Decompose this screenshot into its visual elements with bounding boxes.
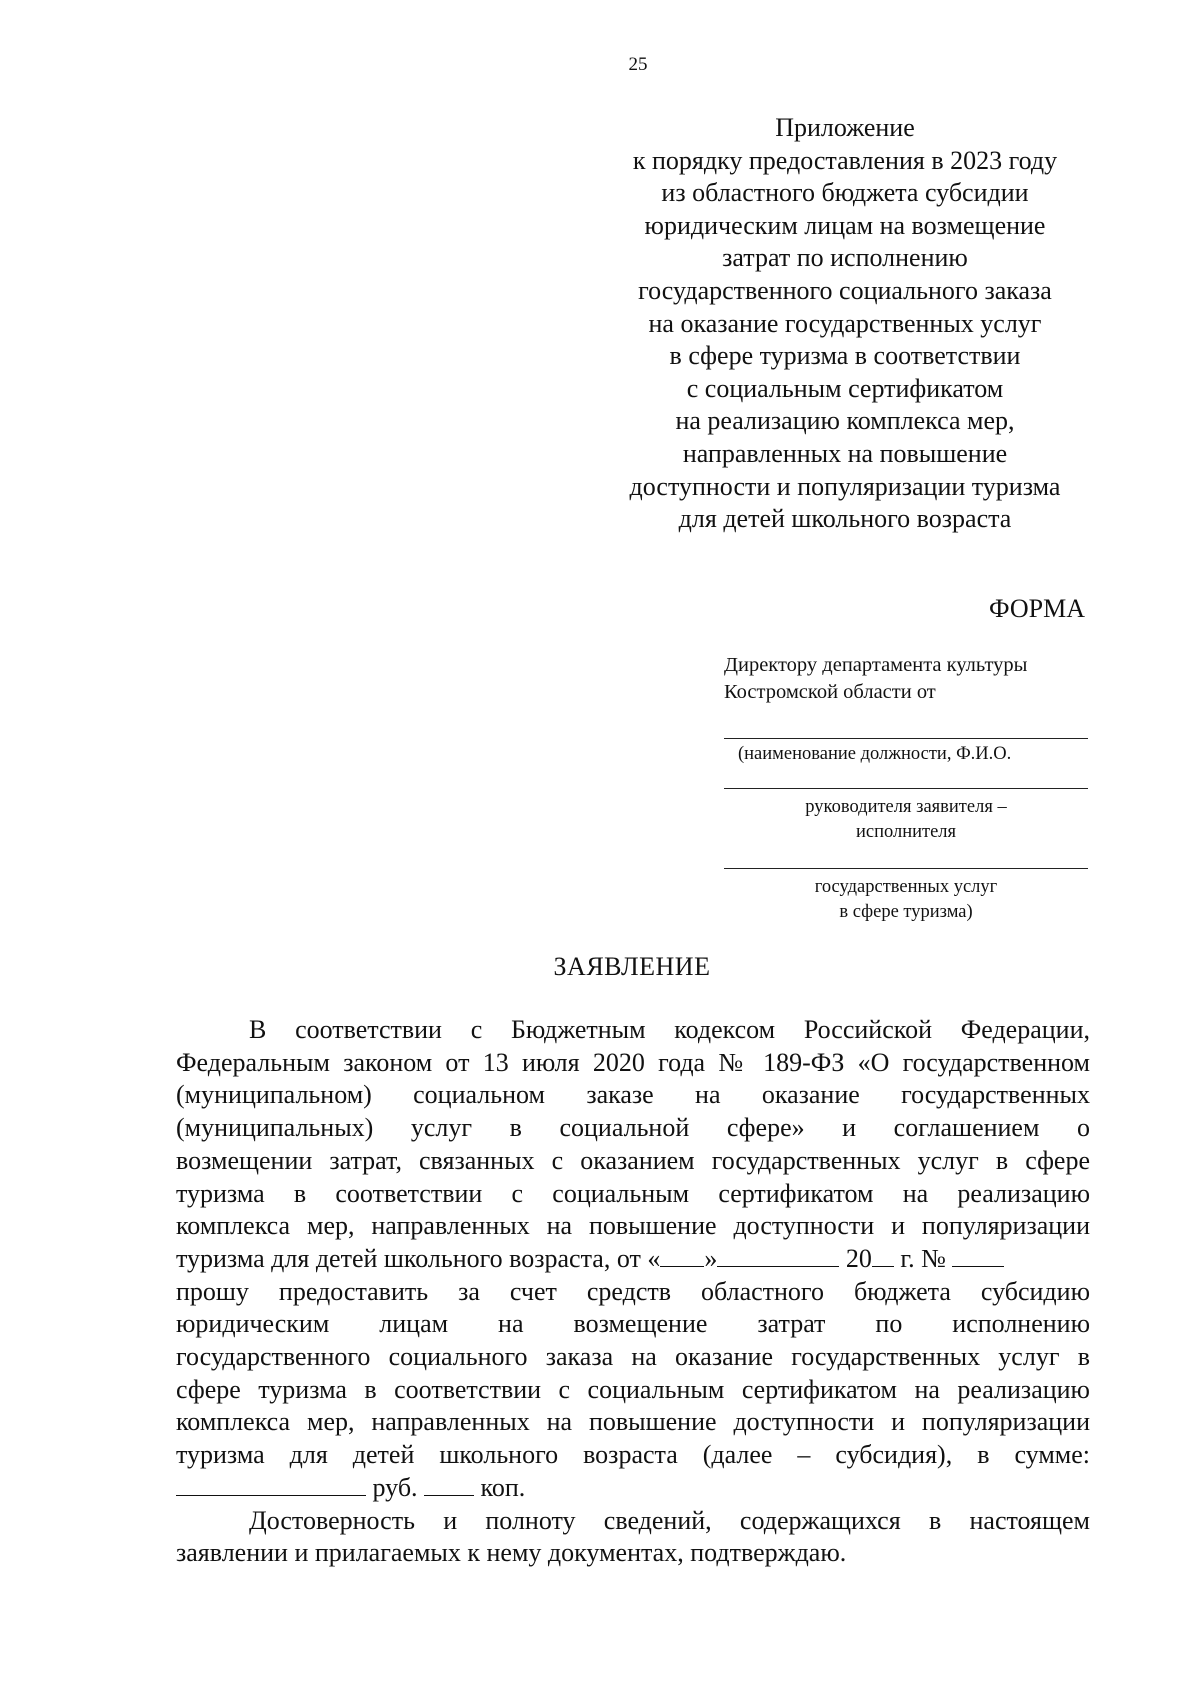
- paragraph-text: коп.: [480, 1472, 526, 1502]
- fill-in-line[interactable]: [724, 868, 1088, 869]
- annex-line: с социальным сертификатом: [686, 373, 1004, 403]
- field-caption: в сфере туризма): [839, 902, 973, 922]
- paragraph-line: сфере туризма в соответствии с социальным сертификатом на реализацию: [176, 1374, 1090, 1404]
- paragraph-text: г. №: [900, 1243, 946, 1273]
- paragraph-line: заявлении и прилагаемых к нему документах, подтверждаю.: [176, 1538, 847, 1568]
- document-title: ЗАЯВЛЕНИЕ: [553, 952, 711, 981]
- field-caption: руководителя заявителя –: [805, 797, 1007, 817]
- application-body: [176, 1014, 1090, 1570]
- paragraph-line: комплекса мер, направленных на повышение доступности и популяризации: [176, 1211, 1090, 1241]
- paragraph-text: »: [704, 1243, 718, 1273]
- annex-line: направленных на повышение: [682, 438, 1008, 468]
- paragraph-line: (муниципальном) социальном заказе на оказание государственных: [176, 1080, 1090, 1110]
- annex-line: для детей школьного возраста: [678, 504, 1012, 534]
- paragraph-line: В соответствии с Бюджетным кодексом Российской Федерации,: [249, 1015, 1090, 1044]
- day-blank[interactable]: [660, 1244, 704, 1267]
- field-caption: (наименование должности, Ф.И.О.: [738, 744, 1012, 764]
- form-label: ФОРМА: [989, 594, 1085, 623]
- field-caption: исполнителя: [855, 822, 957, 842]
- annex-header: [600, 112, 1090, 536]
- paragraph-line: прошу предоставить за счет средств областного бюджета субсидию: [176, 1276, 1090, 1306]
- addressee-line: Костромской области от: [724, 681, 936, 703]
- amount-line: [176, 1472, 1090, 1505]
- paragraph-line: комплекса мер, направленных на повышение доступности и популяризации: [176, 1407, 1090, 1437]
- kopecks-blank[interactable]: [424, 1473, 474, 1496]
- paragraph-line: юридическим лицам на возмещение затрат по исполнению: [176, 1309, 1090, 1339]
- fill-in-line[interactable]: [724, 788, 1088, 789]
- annex-line: затрат по исполнению: [722, 243, 968, 273]
- annex-line: на оказание государственных услуг: [648, 308, 1042, 338]
- annex-line: доступности и популяризации туризма: [629, 471, 1061, 501]
- paragraph-line: (муниципальных) услуг в социальной сфере» и соглашением о: [176, 1113, 1090, 1143]
- annex-line: юридическим лицам на возмещение: [644, 210, 1046, 240]
- paragraph-text: туризма для детей школьного возраста, от «: [176, 1243, 661, 1273]
- agreement-number-blank[interactable]: [952, 1244, 1004, 1267]
- paragraph-text: 20: [845, 1243, 872, 1273]
- month-blank[interactable]: [717, 1244, 839, 1267]
- paragraph-line: Достоверность и полноту сведений, содержащихся в настоящем: [249, 1505, 1090, 1535]
- paragraph-line: возмещении затрат, связанных с оказанием государственных услуг в сфере: [176, 1145, 1090, 1175]
- addressee-block: [724, 652, 1104, 706]
- addressee-line: Директору департамента культуры: [724, 654, 1028, 676]
- annex-line: из областного бюджета субсидии: [661, 178, 1029, 208]
- rubles-blank[interactable]: [176, 1473, 366, 1496]
- annex-line: на реализацию комплекса мер,: [675, 406, 1015, 436]
- page-number: 25: [628, 54, 648, 75]
- year-blank[interactable]: [872, 1244, 894, 1267]
- fill-in-line[interactable]: [724, 738, 1088, 739]
- date-number-line: [176, 1243, 1090, 1276]
- paragraph-line: государственного социального заказа на оказание государственных услуг в: [176, 1342, 1090, 1372]
- paragraph-line: Федеральным законом от 13 июля 2020 года № 189-ФЗ «О государственном: [176, 1047, 1090, 1077]
- annex-line: государственного социального заказа: [638, 275, 1052, 305]
- annex-line: Приложение: [775, 113, 915, 142]
- paragraph-line: туризма для детей школьного возраста (далее – субсидия), в сумме:: [176, 1440, 1090, 1470]
- paragraph-text: руб.: [372, 1472, 418, 1502]
- paragraph-line: туризма в соответствии с социальным сертификатом на реализацию: [176, 1178, 1090, 1208]
- annex-line: в сфере туризма в соответствии: [669, 341, 1021, 371]
- annex-line: к порядку предоставления в 2023 году: [632, 145, 1058, 175]
- field-caption: государственных услуг: [814, 877, 998, 897]
